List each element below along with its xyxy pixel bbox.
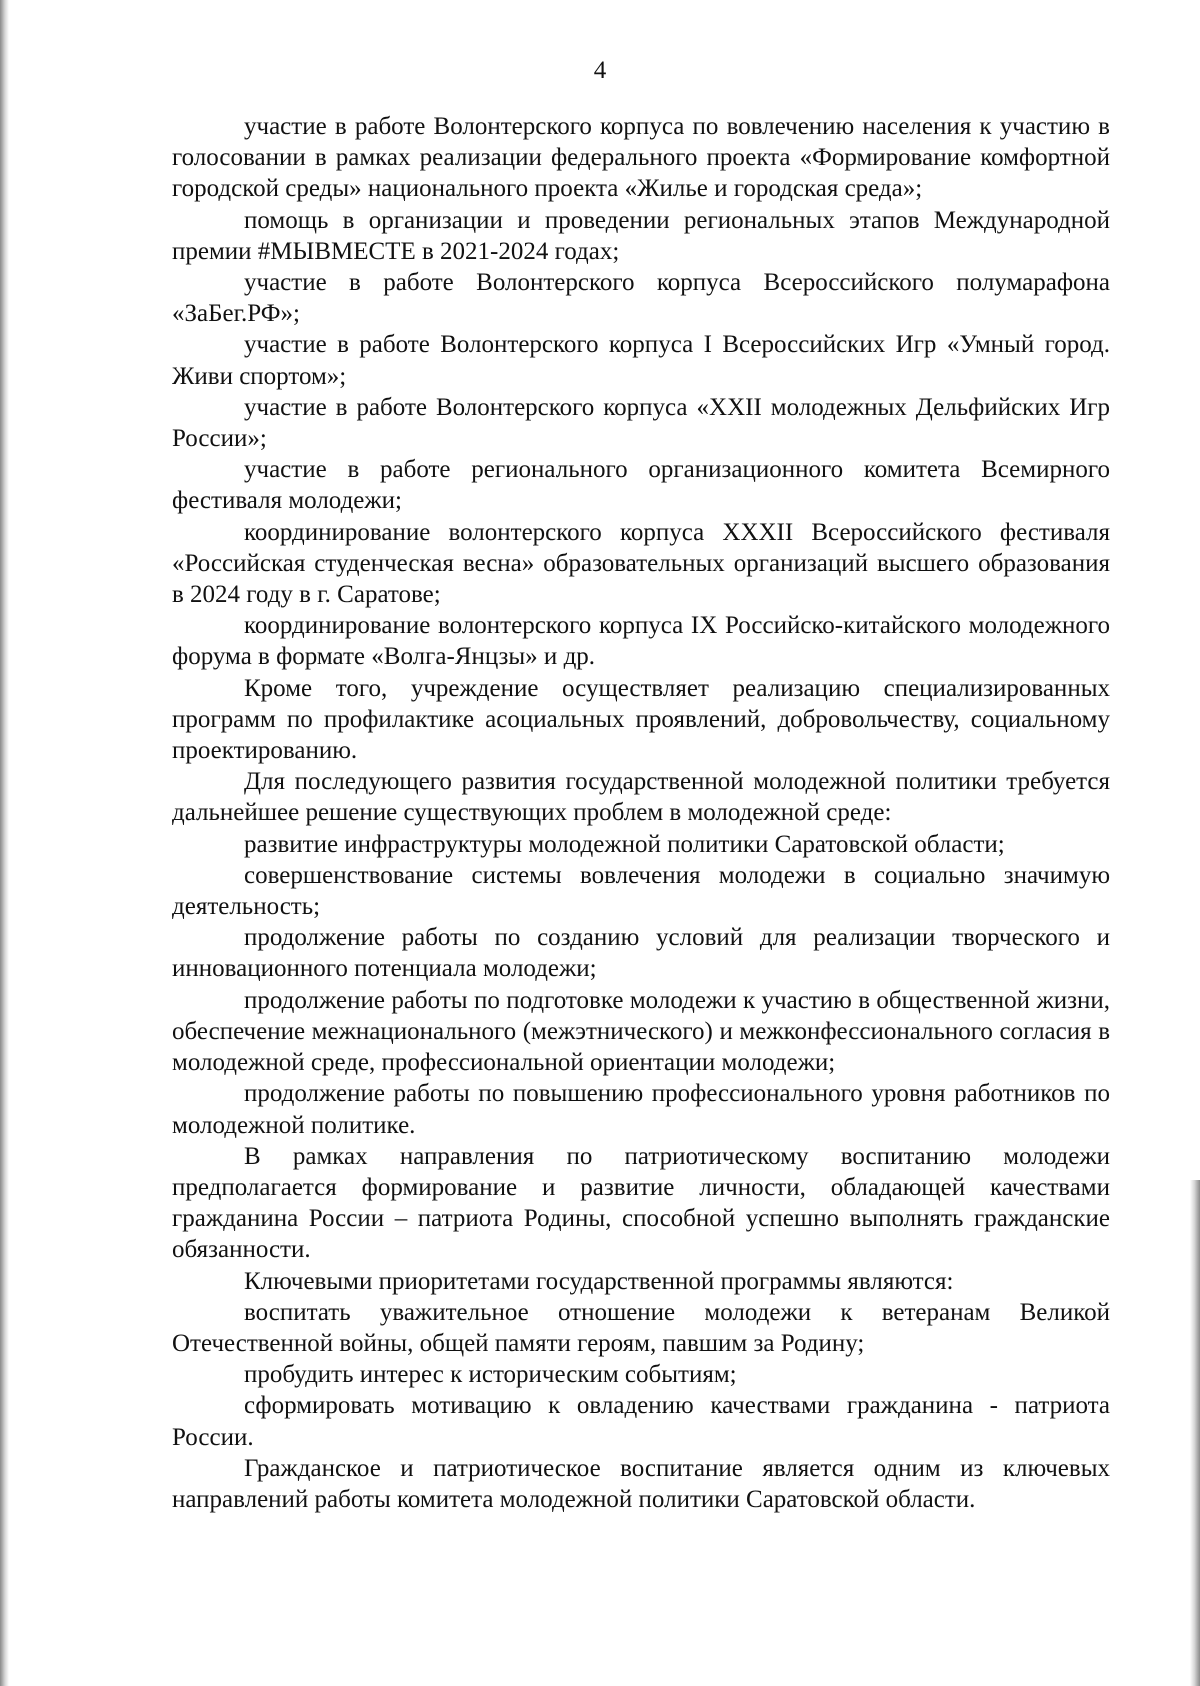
paragraph: Кроме того, учреждение осуществляет реализацию специализированных программ по профилактике асоциальных проявлений, добровольчеству, социальному проектированию. — [172, 674, 1110, 765]
paragraph: продолжение работы по подготовке молодежи к участию в общественной жизни, обеспечение межнационального (межэтнического) и межконфессионального согласия в молодежной среде, профессиональной ориентации молодежи; — [172, 986, 1110, 1077]
paragraph: В рамках направления по патриотическому воспитанию молодежи предполагается формирование и развитие личности, обладающей качествами гражданина России – патриота Родины, способной успешно выполнять гражданские обязанности. — [172, 1142, 1110, 1264]
paragraph: помощь в организации и проведении региональных этапов Международной премии #МЫВМЕСТЕ в 2021-2024 годах; — [172, 206, 1110, 265]
paragraph: участие в работе Волонтерского корпуса Всероссийского полумарафона «ЗаБег.РФ»; — [172, 269, 1110, 328]
page-number: 4 — [593, 57, 607, 84]
paragraph: участие в работе Волонтерского корпуса по вовлечению населения к участию в голосовании в рамках реализации федерального проекта «Формирование комфортной городской среды» национального проекта «Жилье и городская среда»; — [172, 113, 1110, 203]
paragraph: продолжение работы по созданию условий для реализации творческого и инновационного потенциала молодежи; — [172, 924, 1110, 983]
paragraph: сформировать мотивацию к овладению качествами гражданина - патриота России. — [172, 1392, 1110, 1451]
scan-edge-left — [0, 0, 9, 1686]
paragraph: продолжение работы по повышению профессионального уровня работников по молодежной политике. — [172, 1080, 1110, 1139]
paragraph: Ключевыми приоритетами государственной программы являются: — [244, 1267, 954, 1295]
paragraph: участие в работе Волонтерского корпуса «XXII молодежных Дельфийских Игр России»; — [172, 393, 1110, 453]
paragraph: Для последующего развития государственной молодежной политики требуется дальнейшее решение существующих проблем в молодежной среде: — [172, 768, 1110, 827]
paragraph: участие в работе регионального организационного комитета Всемирного фестиваля молодежи; — [172, 456, 1110, 515]
paragraph: воспитать уважительное отношение молодежи к ветеранам Великой Отечественной войны, общей памяти героям, павшим за Родину; — [172, 1298, 1110, 1357]
document-body — [172, 111, 1110, 1515]
paragraph: координирование волонтерского корпуса XXXII Всероссийского фестиваля «Российская студенческая весна» образовательных организаций высшего образования в 2024 году в г. Саратове; — [172, 518, 1110, 609]
paragraph: пробудить интерес к историческим событиям; — [244, 1361, 737, 1389]
paragraph: развитие инфраструктуры молодежной политики Саратовской области; — [244, 830, 1005, 858]
paragraph: Гражданское и патриотическое воспитание является одним из ключевых направлений работы комитета молодежной политики Саратовской области. — [172, 1454, 1110, 1513]
paragraph: совершенствование системы вовлечения молодежи в социально значимую деятельность; — [172, 861, 1110, 921]
paragraph: координирование волонтерского корпуса IX Российско-китайского молодежного форума в формате «Волга-Янцзы» и др. — [172, 612, 1110, 671]
paragraph: участие в работе Волонтерского корпуса I Всероссийских Игр «Умный город. Живи спортом»; — [172, 331, 1110, 390]
scan-edge-right — [1190, 1180, 1200, 1686]
